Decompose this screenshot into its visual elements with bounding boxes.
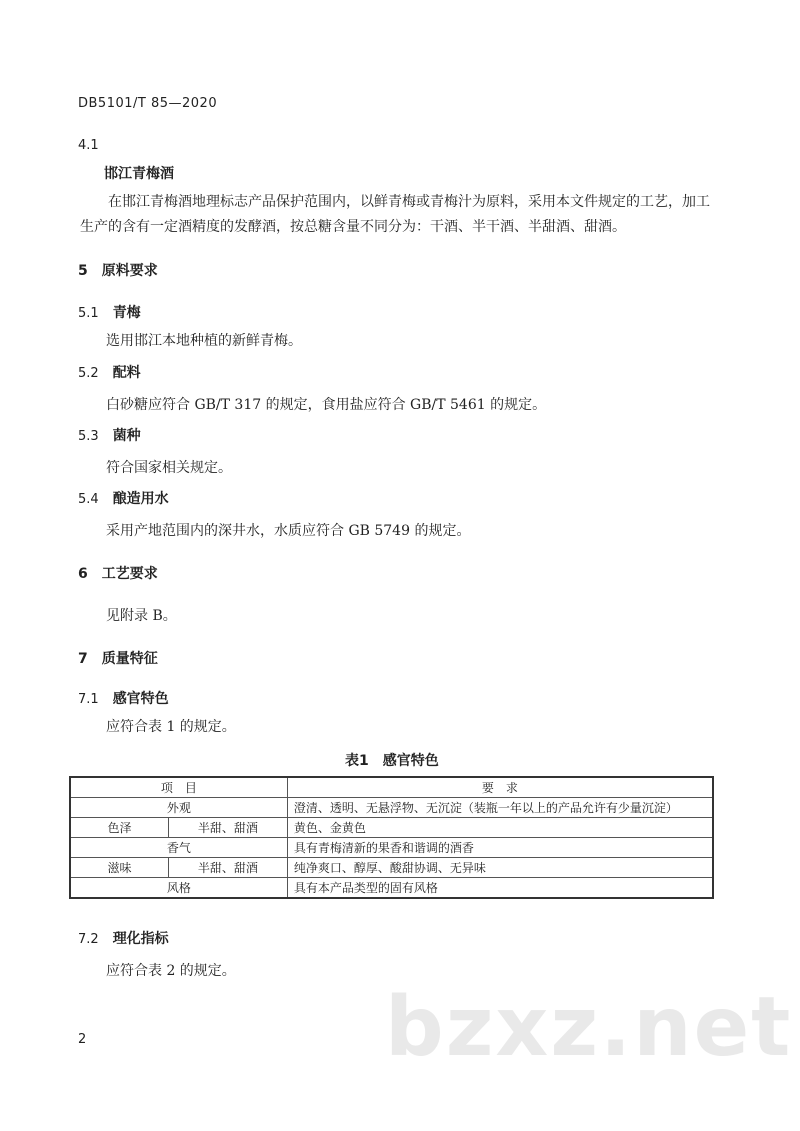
section-6-title: 工艺要求	[101, 566, 158, 582]
row-req-appearance: 澄清、透明、无悬浮物、无沉淀（装瓶一年以上的产品允许有少量沉淀）	[287, 798, 713, 818]
section-5-4-number: 5.4	[78, 492, 99, 507]
section-7-1-heading	[78, 688, 169, 708]
table-row	[70, 798, 713, 818]
table-row	[70, 858, 713, 878]
page-number: 2	[78, 1032, 87, 1047]
row-item-taste: 滋味	[70, 858, 169, 878]
section-5-2-title: 配料	[112, 365, 141, 381]
section-5-2-number: 5.2	[78, 366, 99, 381]
section-4-1-text: 在邯江青梅酒地理标志产品保护范围内，以鲜青梅或青梅汁为原料，采用本文件规定的工艺，加工生产的含有一定酒精度的发酵酒，按总糖含量不同分为：干酒、半干酒、半甜酒、甜酒。	[80, 194, 710, 235]
header-requirement: 要 求	[287, 777, 713, 798]
section-5-heading	[78, 260, 158, 280]
table-row	[70, 838, 713, 858]
watermark: bzxz.net	[385, 980, 793, 1075]
section-5-3-number: 5.3	[78, 429, 99, 444]
table-row	[70, 878, 713, 899]
section-4-1-number: 4.1	[78, 138, 99, 153]
table-row	[70, 818, 713, 838]
table-header-row	[70, 777, 713, 798]
section-7-heading	[78, 648, 158, 668]
row-req-aroma: 具有青梅清新的果香和谐调的酒香	[287, 838, 713, 858]
section-5-2-heading	[78, 362, 141, 382]
header-item: 项 目	[70, 777, 287, 798]
row-req-color: 黄色、金黄色	[287, 818, 713, 838]
section-7-1-title: 感官特色	[112, 691, 169, 707]
section-7-title: 质量特征	[101, 651, 158, 667]
section-7-number: 7	[78, 651, 88, 667]
section-4-1-title: 邯江青梅酒	[104, 166, 174, 182]
row-req-taste: 纯净爽口、醇厚、酸甜协调、无异味	[287, 858, 713, 878]
section-6-text: 见附录 B。	[106, 608, 177, 624]
row-req-style: 具有本产品类型的固有风格	[287, 878, 713, 899]
sensory-table	[69, 776, 714, 899]
section-7-2-text: 应符合表 2 的规定。	[106, 963, 236, 979]
section-5-2-text: 白砂糖应符合 GB/T 317 的规定，食用盐应符合 GB/T 5461 的规定。	[106, 397, 547, 413]
row-sub-taste: 半甜、甜酒	[169, 858, 288, 878]
section-5-title: 原料要求	[101, 263, 158, 279]
section-5-3-text: 符合国家相关规定。	[106, 460, 232, 476]
section-7-1-number: 7.1	[78, 692, 99, 707]
row-item-aroma: 香气	[70, 838, 287, 858]
section-7-2-number: 7.2	[78, 932, 99, 947]
section-5-number: 5	[78, 263, 88, 279]
section-5-3-title: 菌种	[112, 428, 141, 444]
row-item-style: 风格	[70, 878, 287, 899]
section-5-4-text: 采用产地范围内的深井水，水质应符合 GB 5749 的规定。	[106, 523, 471, 539]
row-sub-color: 半甜、甜酒	[169, 818, 288, 838]
section-7-1-text: 应符合表 1 的规定。	[106, 719, 236, 735]
row-item-color: 色泽	[70, 818, 169, 838]
section-5-3-heading	[78, 425, 141, 445]
section-6-number: 6	[78, 566, 88, 582]
section-7-2-heading	[78, 928, 169, 948]
section-5-1-heading	[78, 302, 141, 322]
section-5-1-text: 选用邯江本地种植的新鲜青梅。	[106, 333, 302, 349]
document-code: DB5101/T 85—2020	[78, 96, 218, 111]
section-5-1-title: 青梅	[112, 305, 141, 321]
section-7-2-title: 理化指标	[112, 931, 169, 947]
section-5-4-title: 酿造用水	[112, 491, 169, 507]
section-6-heading	[78, 563, 158, 583]
section-5-4-heading	[78, 488, 169, 508]
table-1-caption: 表1 感官特色	[345, 753, 439, 769]
row-item-appearance: 外观	[70, 798, 287, 818]
section-5-1-number: 5.1	[78, 306, 99, 321]
